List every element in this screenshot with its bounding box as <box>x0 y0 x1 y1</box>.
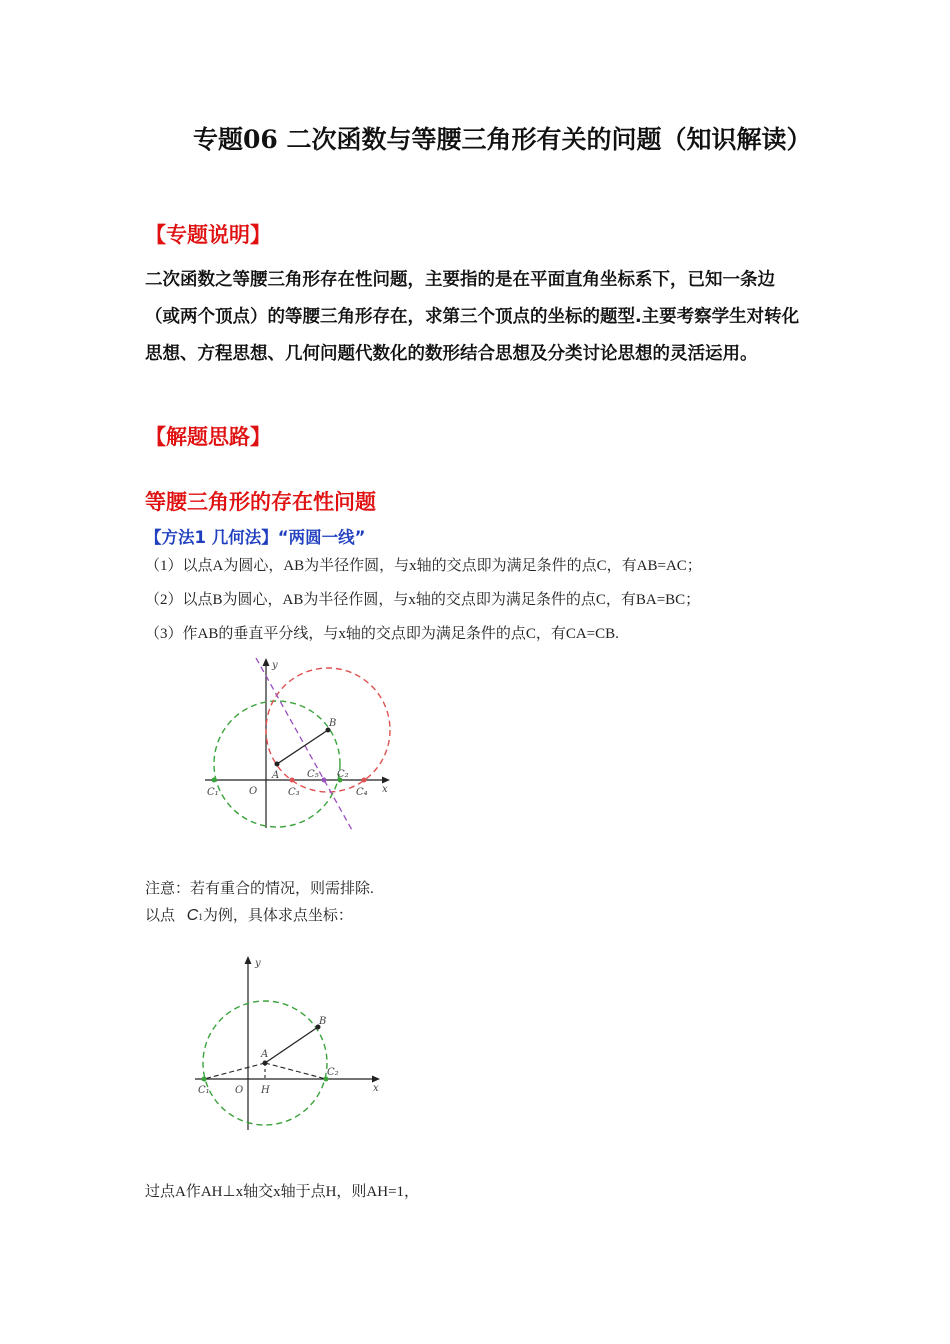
point-c1 <box>202 1077 207 1082</box>
section-approach-heading: 【解题思路】 <box>145 425 271 449</box>
page-title: 专题06 二次函数与等腰三角形有关的问题（知识解读） <box>193 125 812 154</box>
figure-two-circles-one-line <box>200 652 400 832</box>
label-b: B <box>329 718 337 729</box>
note-line: 注意：若有重合的情况，则需排除. <box>145 881 374 897</box>
perpendicular-bisector <box>256 658 352 830</box>
segment-ab <box>265 1027 318 1063</box>
y-axis-arrow <box>263 658 270 666</box>
step-1: （1）以点A为圆心，AB为半径作圆，与x轴的交点即为满足条件的点C，有AB=AC； <box>145 558 702 574</box>
label-b: B <box>319 1016 327 1027</box>
explain-paragraph: 二次函数之等腰三角形存在性问题，主要指的是在平面直角坐标系下，已知一条边（或两个顶点）的等腰三角形存在，求第三个顶点的坐标的题型.主要考察学生对转化思想、方程思想、几何问题代数化的数形结合思想及分类讨论思想的灵活运用。 <box>145 270 800 364</box>
last-line: 过点A作AH⊥x轴交x轴于点H，则AH=1， <box>145 1184 420 1200</box>
example-sub: 1 <box>198 912 203 922</box>
label-h: H <box>261 1085 270 1096</box>
label-x: x <box>382 784 388 795</box>
point-c5 <box>322 778 327 783</box>
segment-ac2 <box>265 1063 326 1079</box>
label-o: O <box>235 1085 244 1096</box>
figure-example-c1 <box>190 950 390 1135</box>
label-c5: C₅ <box>307 769 319 780</box>
label-y: y <box>272 660 278 671</box>
label-c4: C₄ <box>356 787 368 798</box>
example-suffix: 为例，具体求点坐标： <box>202 908 353 924</box>
section-explain-heading: 【专题说明】 <box>145 223 271 247</box>
x-axis-arrow <box>382 777 390 784</box>
y-axis-arrow <box>245 956 252 964</box>
example-point: C <box>186 907 199 924</box>
label-a: A <box>272 770 280 781</box>
label-o: O <box>249 786 258 797</box>
point-a <box>275 762 280 767</box>
label-c2: C₂ <box>327 1067 339 1078</box>
x-axis-arrow <box>372 1076 380 1083</box>
example-prefix: 以点 <box>145 908 176 924</box>
step-3: （3）作AB的垂直平分线，与x轴的交点即为满足条件的点C，有CA=CB. <box>145 626 619 642</box>
label-c1: C₁ <box>198 1085 210 1096</box>
point-a <box>263 1061 268 1066</box>
label-c2: C₂ <box>337 769 349 780</box>
subheading: 等腰三角形的存在性问题 <box>145 490 376 514</box>
point-c1 <box>212 778 217 783</box>
label-y: y <box>255 958 261 969</box>
point-c3 <box>290 778 295 783</box>
segment-ac1 <box>204 1063 265 1079</box>
segment-ab <box>277 730 328 764</box>
label-c1: C₁ <box>207 787 219 798</box>
point-c4 <box>362 778 367 783</box>
method-heading: 【方法1 几何法】“两圆一线” <box>145 528 366 547</box>
example-line <box>145 904 353 925</box>
label-a: A <box>261 1049 269 1060</box>
label-x: x <box>373 1083 379 1094</box>
step-2: （2）以点B为圆心，AB为半径作圆，与x轴的交点即为满足条件的点C，有BA=BC； <box>145 592 701 608</box>
label-c3: C₃ <box>288 787 300 798</box>
